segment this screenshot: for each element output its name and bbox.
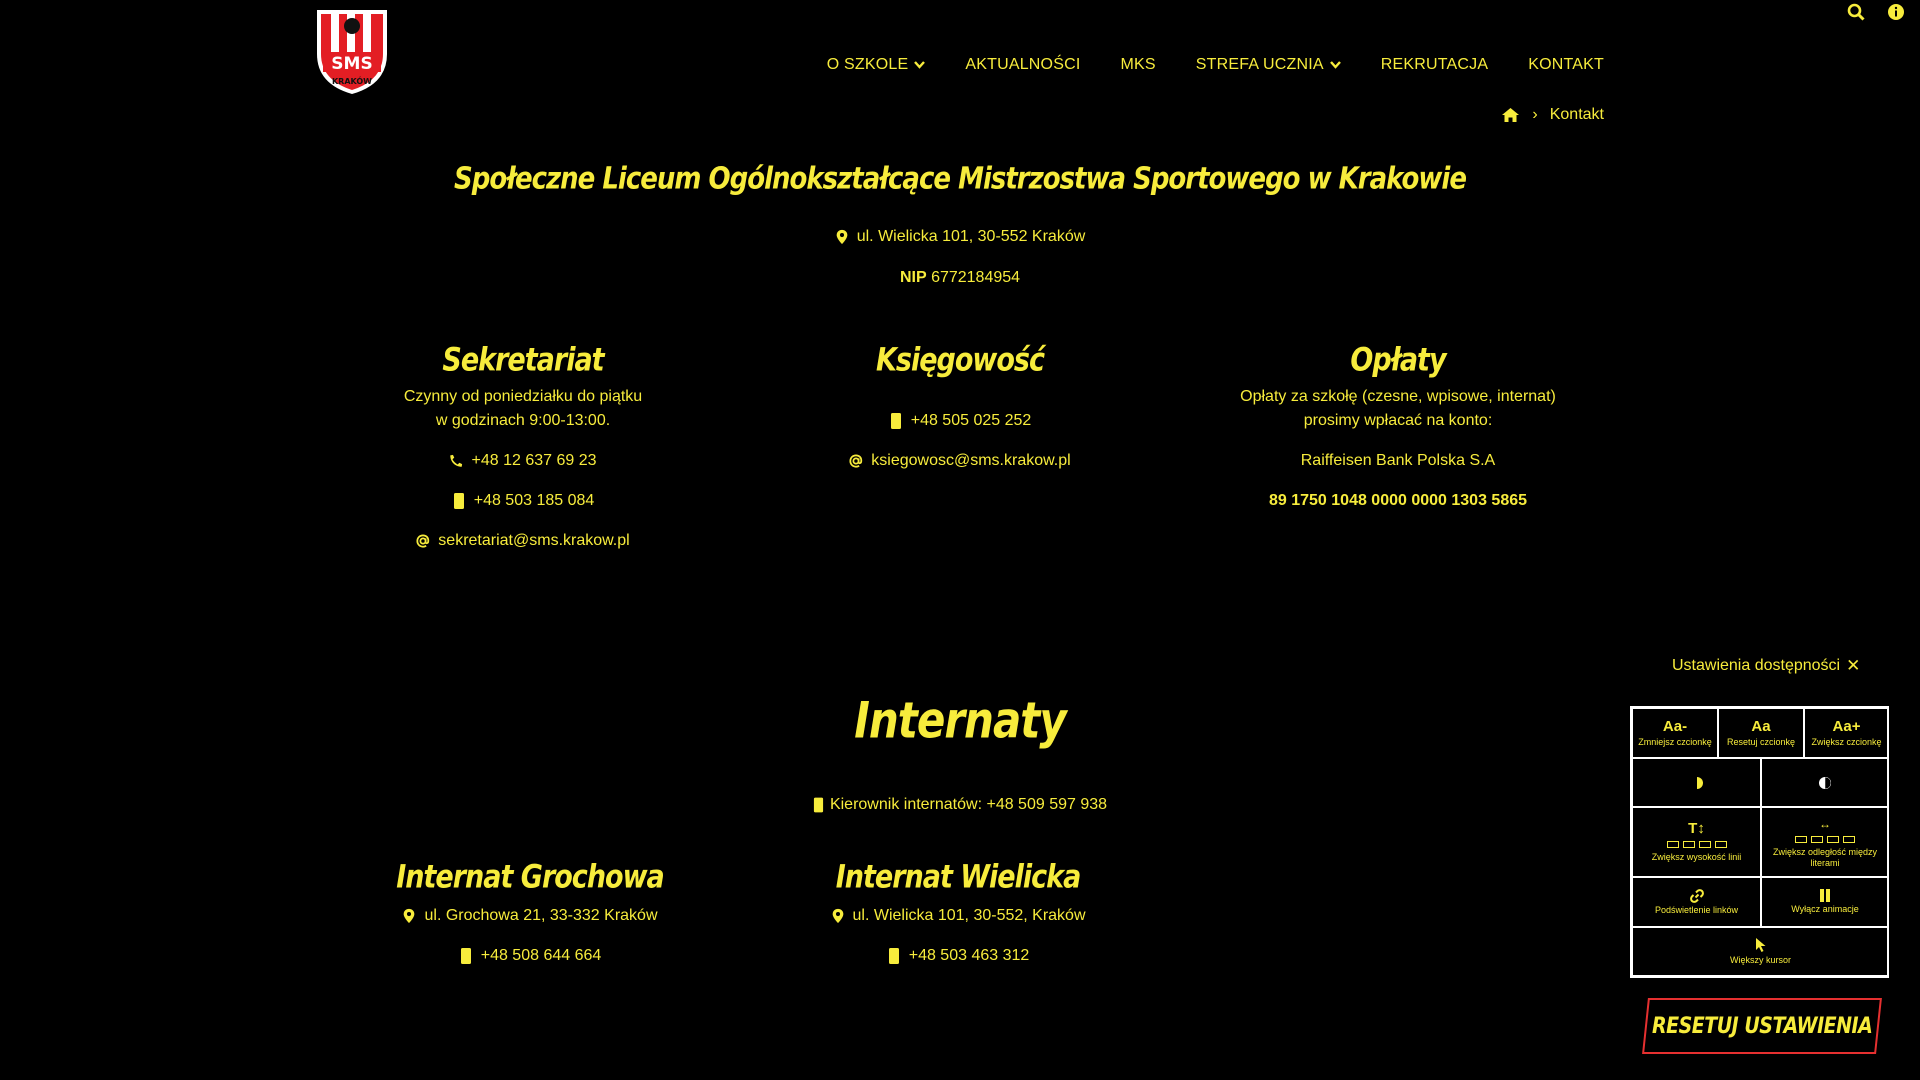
svg-text:KRAKÓW: KRAKÓW [331,77,373,86]
font-increase-button[interactable] [1804,708,1889,758]
chevron-down-icon [914,61,925,69]
ksiegowosc-section [807,342,1113,473]
nav-label: KONTAKT [1528,56,1604,73]
sekretariat-hours-2: w godzinach 9:00-13:00. [435,412,611,429]
ksiegowosc-mobile-row[interactable] [807,409,1113,433]
map-marker-icon [835,229,849,245]
grochowa-mobile-row[interactable] [380,944,680,968]
wielicka-mobile: +48 503 463 312 [908,947,1030,964]
breadcrumb-separator: › [1532,106,1538,123]
level-indicator [1667,841,1727,848]
sekretariat-email: sekretariat@sms.krakow.pl [438,532,630,549]
link-icon [1690,889,1704,903]
internat-grochowa-section [380,859,680,968]
bigger-cursor-label: Większy kursor [1729,955,1791,965]
map-marker-icon [831,908,845,924]
accessibility-panel [1630,706,1889,978]
nav-item-rekrutacja[interactable] [1381,56,1489,74]
oplaty-account: 89 1750 1048 0000 0000 1303 5865 [1268,492,1528,509]
nav-item-strefa-ucznia[interactable] [1196,56,1341,74]
font-reset-button[interactable] [1718,708,1804,758]
sekretariat-email-row[interactable] [370,529,676,553]
disable-animations-label: Wyłącz animacje [1791,904,1859,914]
wielicka-heading: Internat Wielicka [835,859,1081,896]
wielicka-address-row [808,904,1108,928]
contrast-icon [1691,777,1703,789]
svg-text:SMS: SMS [331,54,373,74]
disable-animations-button[interactable] [1761,877,1889,927]
letter-spacing-button[interactable] [1761,807,1889,877]
highlight-links-button[interactable] [1632,877,1761,927]
kierownik-text: Kierownik internatów: +48 509 597 938 [829,796,1108,813]
nav-item-o-szkole[interactable] [827,56,926,74]
font-increase-label: Zwiększ czcionkę [1811,736,1882,747]
ksiegowosc-email: ksiegowosc@sms.krakow.pl [871,452,1071,469]
text-height-icon: T↕ [1688,820,1705,837]
ksiegowosc-heading: Księgowość [875,342,1044,379]
accessibility-panel-title [1672,656,1861,676]
nip-row [0,269,1920,287]
oplaty-section [1190,342,1606,513]
font-decrease-glyph: Aa- [1662,717,1688,735]
nav-item-mks[interactable] [1120,56,1155,74]
home-icon[interactable] [1501,107,1520,123]
mobile-icon [887,948,901,964]
mobile-icon [452,493,466,509]
invert-contrast-button[interactable] [1761,758,1889,807]
school-address-row [0,228,1920,246]
font-decrease-label: Zmniejsz czcionkę [1638,736,1712,747]
mobile-icon [459,948,473,964]
letter-spacing-icon: ↔ [1819,816,1831,831]
nav-label: MKS [1120,56,1156,73]
oplaty-heading: Opłaty [1350,342,1446,379]
search-icon[interactable] [1847,3,1865,21]
phone-icon [449,453,463,469]
nav-label: AKTUALNOŚCI [965,56,1081,73]
sekretariat-section [370,342,676,553]
sekretariat-mobile-row[interactable] [370,489,676,513]
internat-wielicka-section [808,859,1108,968]
level-indicator [1795,836,1855,843]
main-nav [827,56,1604,74]
nip-value: 6772184954 [931,269,1021,286]
font-decrease-button[interactable] [1632,708,1718,758]
sekretariat-phone: +48 12 637 69 23 [471,452,597,469]
school-logo[interactable] [313,4,391,96]
wielicka-mobile-row[interactable] [808,944,1108,968]
close-icon[interactable]: ✕ [1846,656,1861,675]
sekretariat-mobile: +48 503 185 084 [473,492,595,509]
at-icon [849,453,863,469]
font-increase-glyph: Aa+ [1832,717,1861,735]
sekretariat-phone-row[interactable] [370,449,676,473]
grochowa-address: ul. Grochowa 21, 33-332 Kraków [424,907,658,924]
oplaty-line-2: prosimy wpłacać na konto: [1303,412,1493,429]
wielicka-address: ul. Wielicka 101, 30-552, Kraków [852,907,1086,924]
oplaty-line-1: Opłaty za szkołę (czesne, wpisowe, internat) [1240,388,1556,405]
school-address: ul. Wielicka 101, 30-552 Kraków [856,228,1086,245]
nip-label: NIP [899,269,927,286]
accessibility-title: Ustawienia dostępności [1672,657,1841,674]
at-icon [416,533,430,549]
chevron-down-icon [1330,61,1341,69]
letter-spacing-label: Zwiększ odległość między literami [1772,846,1878,868]
cursor-icon [1755,937,1767,953]
sekretariat-heading: Sekretariat [442,342,604,379]
grochowa-mobile: +48 508 644 664 [480,947,602,964]
ksiegowosc-mobile: +48 505 025 252 [910,412,1032,429]
breadcrumb [1501,106,1604,124]
top-icons [1847,3,1905,21]
oplaty-bank: Raiffeisen Bank Polska S.A [1300,452,1496,469]
breadcrumb-current: Kontakt [1549,106,1604,123]
nav-item-kontakt[interactable] [1528,56,1604,74]
school-title: Społeczne Liceum Ogólnokształcące Mistrzostwa Sportowego w Krakowie [454,161,1466,197]
nav-item-aktualnosci[interactable] [965,56,1080,74]
spacer [807,385,1113,409]
ksiegowosc-email-row[interactable] [807,449,1113,473]
contrast-icon [1819,777,1831,789]
line-height-label: Zwiększ wysokość linii [1651,852,1742,862]
info-icon[interactable] [1887,3,1905,21]
contrast-button[interactable] [1632,758,1761,807]
bigger-cursor-button[interactable] [1632,927,1889,976]
reset-settings-label: RESETUJ USTAWIENIA [1651,1013,1873,1039]
line-height-button[interactable] [1632,807,1761,877]
nav-label: REKRUTACJA [1380,56,1489,73]
map-marker-icon [402,908,416,924]
pause-icon [1819,889,1831,902]
mobile-icon [813,797,824,813]
mobile-icon [889,413,903,429]
grochowa-address-row [380,904,680,928]
reset-settings-button[interactable] [1642,998,1882,1054]
font-reset-label: Resetuj czcionkę [1726,736,1796,747]
school-title-row [0,161,1920,197]
nav-label: STREFA UCZNIA [1195,56,1324,73]
grochowa-heading: Internat Grochowa [396,859,664,896]
nav-label: O SZKOLE [826,56,909,73]
highlight-links-label: Podświetlenie linków [1654,904,1739,915]
internaty-heading: Internaty [854,691,1066,750]
sekretariat-hours-1: Czynny od poniedziałku do piątku [403,388,643,405]
font-reset-glyph: Aa [1751,717,1771,735]
